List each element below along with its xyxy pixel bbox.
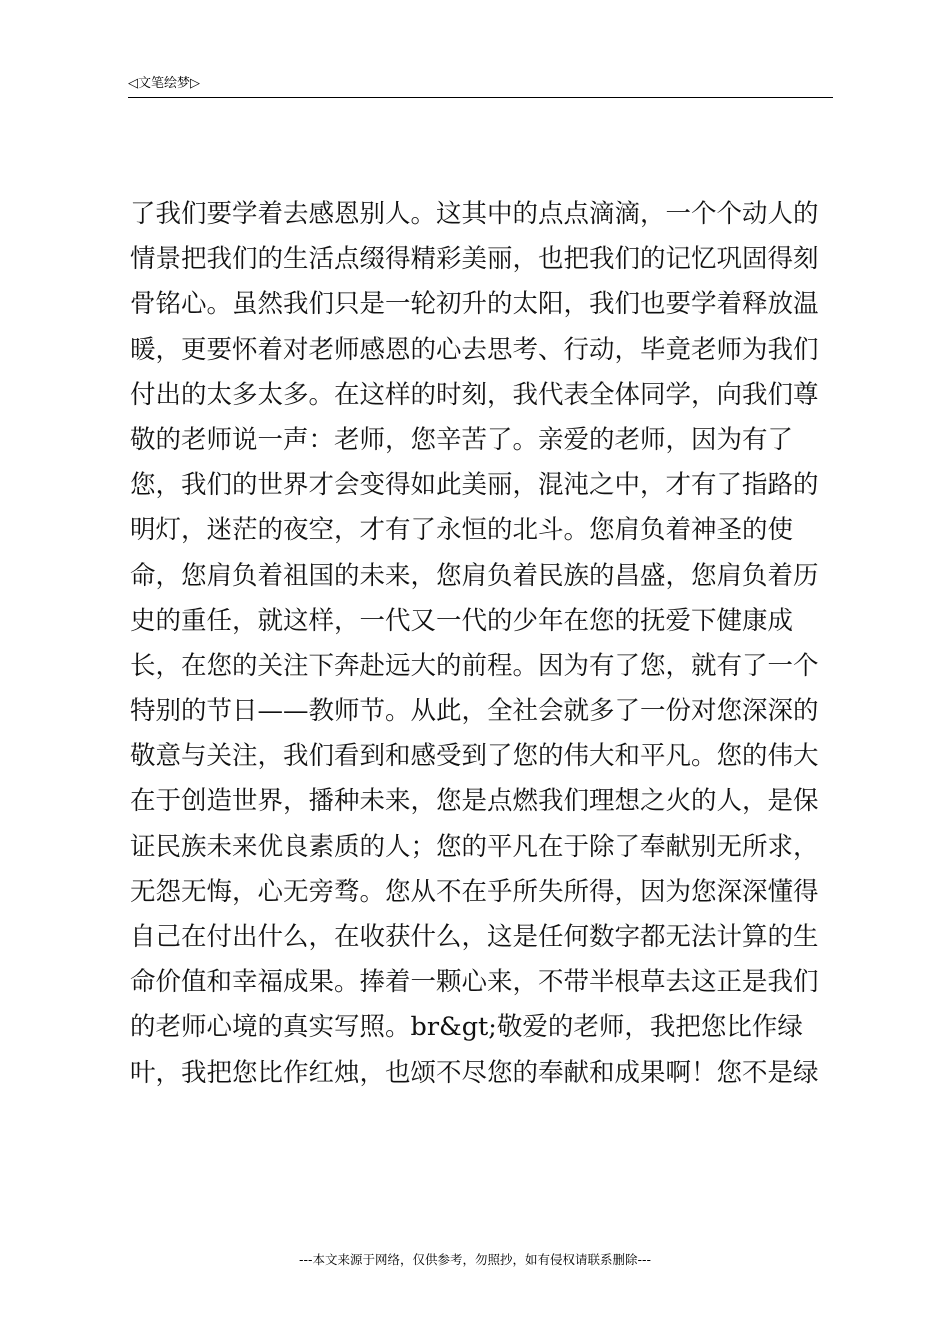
body-line: 长，在您的关注下奔赴远大的前程。因为有了您，就有了一个	[130, 650, 819, 681]
header-title: ◁文笔绘梦▷	[128, 76, 200, 91]
body-line: 暖，更要怀着对老师感恩的心去思考、行动，毕竟老师为我们	[130, 334, 819, 365]
body-line: 敬意与关注，我们看到和感受到了您的伟大和平凡。您的伟大	[130, 741, 819, 772]
body-line: 证民族未来优良素质的人；您的平凡在于除了奉献别无所求，	[130, 831, 819, 862]
body-line: 明灯，迷茫的夜空，才有了永恒的北斗。您肩负着神圣的使	[130, 515, 794, 546]
body-line: 特别的节日——教师节。从此，全社会就多了一份对您深深的	[130, 696, 819, 727]
page-header	[128, 74, 833, 98]
body-line: 自己在付出什么，在收获什么，这是任何数字都无法计算的生	[130, 922, 819, 952]
body-line: 了我们要学着去感恩别人。这其中的点点滴滴，一个个动人的	[130, 199, 819, 229]
body-line: 命，您肩负着祖国的未来，您肩负着民族的昌盛，您肩负着历	[130, 560, 819, 591]
body-line: 叶，我把您比作红烛，也颂不尽您的奉献和成果啊！您不是绿	[130, 1057, 819, 1088]
body-text	[130, 192, 835, 1096]
header-divider	[128, 97, 833, 98]
body-line: 情景把我们的生活点缀得精彩美丽，也把我们的记忆巩固得刻	[130, 244, 819, 275]
body-line: 无怨无悔，心无旁骛。您从不在乎所失所得，因为您深深懂得	[130, 876, 819, 907]
body-line: 敬的老师说一声：老师，您辛苦了。亲爱的老师，因为有了	[130, 424, 794, 455]
body-line: 您，我们的世界才会变得如此美丽，混沌之中，才有了指路的	[130, 470, 819, 501]
body-line: 的老师心境的真实写照。br&gt;敬爱的老师，我把您比作绿	[130, 1012, 803, 1043]
body-line: 付出的太多太多。在这样的时刻，我代表全体同学，向我们尊	[130, 379, 819, 410]
body-line: 骨铭心。虽然我们只是一轮初升的太阳，我们也要学着释放温	[130, 289, 819, 320]
body-line: 史的重任，就这样，一代又一代的少年在您的抚爱下健康成	[130, 605, 794, 636]
page-footer: ---本文来源于网络，仅供参考，勿照抄，如有侵权请联系删除---	[298, 1252, 652, 1267]
body-line: 在于创造世界，播种未来，您是点燃我们理想之火的人，是保	[130, 786, 819, 817]
body-line: 命价值和幸福成果。捧着一颗心来，不带半根草去这正是我们	[130, 967, 819, 998]
